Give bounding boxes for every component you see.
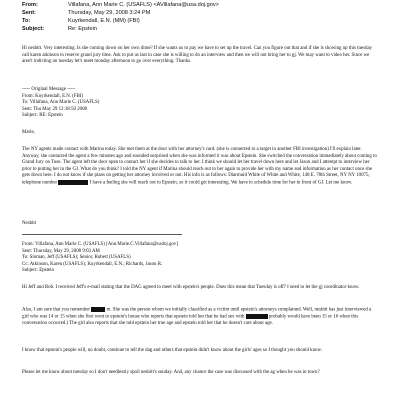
original-sent: Sent: Thu May 29 12:18:50 2008 (22, 106, 87, 112)
original-message-header (22, 87, 378, 120)
villafana-paragraph-1 (22, 285, 378, 292)
message-separator (22, 234, 182, 235)
header-subject-row (22, 25, 392, 33)
body-paragraph: I know that epstein's people will, no doubt, continue to tell the dag and others that epstein didn't know about the girls' ages so I thought you should know. (22, 348, 322, 353)
signature-block (22, 221, 378, 228)
body-paragraph: Please let me know about tuesday so I don't needlessly spoil nesbitt's sunday. And, any chance the case was discussed with the ag when he was in town? (22, 370, 320, 375)
original-message-marker: ----- Original Message ----- (22, 87, 76, 92)
greeting-block (22, 130, 378, 137)
body-paragraph: Hi Jeff and Bob. I received Jeff's e-mail stating that the DAG agreed to meet with epstein's people. Does this mean that Tuesday is off? I need to let the gj coordinator know. (22, 285, 360, 290)
header-to-label: To: (22, 18, 31, 24)
paragraph-text-part-c: probably would have been 15 or 16 when this conversation occurred.) The girl also reports that she told epstein her true age and epstein told her that he doesn't care about age. (22, 314, 359, 327)
header-sent-row (22, 9, 392, 17)
nesbitt-message-body (22, 147, 378, 187)
forwarded-header (22, 242, 378, 275)
greeting: Marie, (22, 130, 35, 135)
redaction-box (91, 307, 105, 312)
header-from-row (22, 1, 392, 9)
header-sent-value: Thursday, May 29, 2008 3:24 PM (68, 10, 151, 16)
nesbitt-paragraph-text: The NY agents made contact with Marina today. She met them at the door with her attorney's card. (she is connected to a target in another FBI investigation) I'll explain later. Anyway, she contacted the agent a few minutes ago and sounded surprised when she was informed it was about Epstein. She switched the conversation immediately about coming to Grand Jury on Tues. The agent left the door open to contact her if she decides to talk to her. I think we should let her travel down here and let Jason and I attempt to interview her prior to putting her in the GJ. What do you think? I told the NY agent if Marina should reach out to her again to provide her with my name and information as her contact once she gets down here. I do not know if she plans on getting her attorney involved or not. His info is as follows: Diarmuid White of White and White, 148 E. 78th Street, NY NY 10075, telephone number (22, 147, 377, 186)
forwarded-cc: Cc: Atkinson, Karen (USAFLS); Kuyrkendall, E.N.; Richards, Jason R. (22, 261, 163, 267)
original-subject: Subject: RE: Epstein (22, 113, 63, 119)
paragraph-text-part-a: Also, I am sure that you remember (22, 307, 91, 313)
villafana-paragraph-2 (22, 307, 378, 328)
forwarded-sent: Sent: Thursday, May 29, 2008 9:03 AM (22, 248, 100, 254)
forwarded-to: To: Sloman, Jeff (USAFLS); Senior, Robert (USAFLS) (22, 255, 131, 261)
forwarded-subject: Subject: Epstein (22, 268, 54, 274)
header-subject-label: Subject: (22, 26, 45, 32)
villafana-paragraph-4 (22, 370, 378, 377)
header-to-row (22, 17, 392, 25)
reply-body (22, 46, 378, 66)
original-to: To: Villafana, Ann Marie C. (USAFLS) (22, 100, 100, 106)
email-header (22, 1, 392, 33)
forwarded-from: From: Villafana, Ann Marie C. (USAFLS) [Ann.Marie.C.Villafana@usdoj.gov] (22, 242, 178, 247)
header-from-label: From: (22, 2, 38, 8)
redaction-box (58, 180, 88, 185)
body-paragraph (22, 307, 378, 328)
reply-paragraph: Hi nesbitt. Very interesting. Is she coming down on her own dime? If she wants us to pay we have to set up the travel. Can you figure out that and if she is showing up this tuesday call karen atkinson to reserve grand jury time. Ask to put us last in case she is willing to do an interview and then we will not bring her to gj. We may want to video her. Since we aren't indicting on tuesday let's meet monday afternoon to go over everything. Thanks. (22, 46, 373, 65)
redaction-box (246, 314, 268, 319)
villafana-paragraph-3 (22, 348, 378, 355)
header-to-value: Kuyrkendall, E.N. (MM) (FBI) (68, 18, 140, 24)
original-from: From: Kuyrkendall, E.N. (FBI) (22, 93, 84, 99)
header-subject-value: Re: Epstein (68, 26, 97, 32)
header-sent-label: Sent: (22, 10, 36, 16)
nesbitt-paragraph-tail: I have a feeling she will reach out to Epstein, so it could get interesting. We have to schedule time for her in front of GJ. Let me know. (89, 180, 353, 186)
paragraph-text-part-b: m. She was the person whom we initially classified as a victim until epstein's attorneys complained. Well, nesbitt has just interviewed a girl who was 14 or 15 when she first went to epstein's house who reports that epstein told her that he had sex with (22, 307, 372, 320)
header-from-value: Villafana, Ann Marie C. (USAFLS) <AVillafana@usa.doj.gov> (68, 2, 219, 8)
signature: Nesbitt (22, 221, 37, 226)
nesbitt-paragraph (22, 147, 378, 187)
